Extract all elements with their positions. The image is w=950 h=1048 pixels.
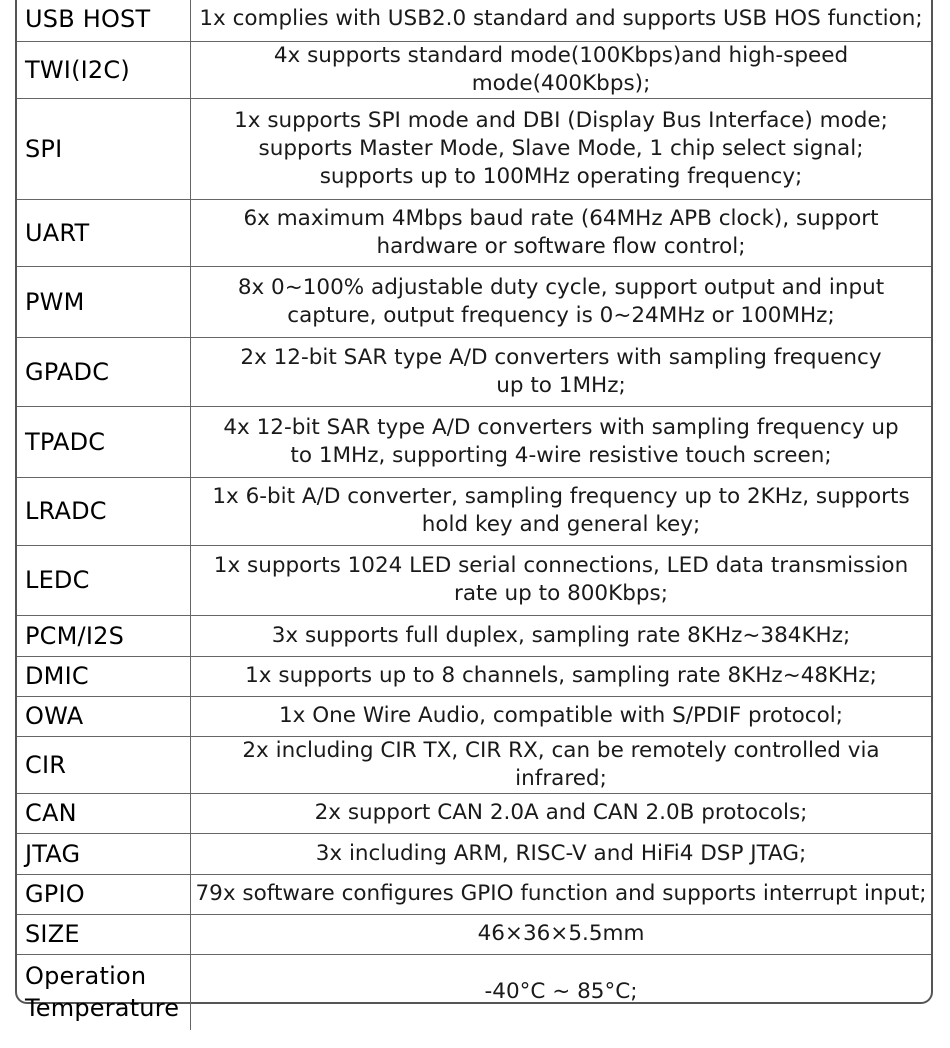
table-row (17, 954, 931, 1030)
spec-desc-jtag: 3x including ARM, RISC-V and HiFi4 DSP JTAG; (191, 833, 932, 874)
spec-name-twi: TWI(I2C) (17, 41, 191, 98)
spec-name-uart: UART (17, 199, 191, 266)
spec-name-pwm: PWM (17, 266, 191, 337)
spec-desc-ledc: 1x supports 1024 LED serial connections, LED data transmission rate up to 800Kbps; (191, 545, 932, 615)
spec-desc-pcm-i2s: 3x supports full duplex, sampling rate 8KHz~384KHz; (191, 615, 932, 656)
table-row (17, 0, 931, 41)
spec-desc-lradc: 1x 6-bit A/D converter, sampling frequency up to 2KHz, supports hold key and general key; (191, 477, 932, 545)
table-row (17, 477, 931, 545)
spec-desc-usb-host: 1x complies with USB2.0 standard and supports USB HOS function; (191, 0, 932, 41)
table-row (17, 656, 931, 696)
spec-name-spi: SPI (17, 98, 191, 199)
spec-name-gpadc: GPADC (17, 337, 191, 406)
spec-name-owa: OWA (17, 696, 191, 736)
spec-desc-spi: 1x supports SPI mode and DBI (Display Bus Interface) mode; supports Master Mode, Slave Mode, 1 chip select signal; supports up to 100MHz operating frequency; (191, 98, 932, 199)
table-row (17, 793, 931, 833)
spec-name-jtag: JTAG (17, 833, 191, 874)
table-row (17, 696, 931, 736)
spec-table (17, 0, 931, 1030)
spec-name-tpadc: TPADC (17, 406, 191, 477)
table-row (17, 615, 931, 656)
spec-name-operation-temperature: Operation Temperature (17, 954, 191, 1030)
spec-desc-operation-temperature: -40°C ~ 85°C; (191, 954, 932, 1030)
spec-desc-pwm: 8x 0~100% adjustable duty cycle, support output and input capture, output frequency is 0~24MHz or 100MHz; (191, 266, 932, 337)
table-row (17, 199, 931, 266)
table-row (17, 41, 931, 98)
spec-name-gpio: GPIO (17, 874, 191, 914)
spec-desc-cir: 2x including CIR TX, CIR RX, can be remotely controlled via infrared; (191, 736, 932, 793)
spec-desc-twi: 4x supports standard mode(100Kbps)and high-speed mode(400Kbps); (191, 41, 932, 98)
table-row (17, 736, 931, 793)
table-row (17, 833, 931, 874)
spec-name-size: SIZE (17, 914, 191, 954)
spec-desc-owa: 1x One Wire Audio, compatible with S/PDIF protocol; (191, 696, 932, 736)
table-row (17, 914, 931, 954)
table-row (17, 545, 931, 615)
spec-desc-tpadc: 4x 12-bit SAR type A/D converters with sampling frequency up to 1MHz, supporting 4-wire resistive touch screen; (191, 406, 932, 477)
spec-desc-uart: 6x maximum 4Mbps baud rate (64MHz APB clock), support hardware or software flow control; (191, 199, 932, 266)
spec-name-usb-host: USB HOST (17, 0, 191, 41)
spec-desc-gpio: 79x software configures GPIO function and supports interrupt input; (191, 874, 932, 914)
table-row (17, 874, 931, 914)
table-row (17, 266, 931, 337)
spec-name-lradc: LRADC (17, 477, 191, 545)
spec-name-pcm-i2s: PCM/I2S (17, 615, 191, 656)
table-row (17, 337, 931, 406)
spec-name-ledc: LEDC (17, 545, 191, 615)
spec-desc-gpadc: 2x 12-bit SAR type A/D converters with sampling frequency up to 1MHz; (191, 337, 932, 406)
spec-table-container (15, 0, 933, 1023)
spec-desc-can: 2x support CAN 2.0A and CAN 2.0B protocols; (191, 793, 932, 833)
spec-name-can: CAN (17, 793, 191, 833)
spec-name-cir: CIR (17, 736, 191, 793)
spec-desc-dmic: 1x supports up to 8 channels, sampling rate 8KHz~48KHz; (191, 656, 932, 696)
table-row (17, 98, 931, 199)
table-row (17, 406, 931, 477)
spec-name-dmic: DMIC (17, 656, 191, 696)
spec-desc-size: 46×36×5.5mm (191, 914, 932, 954)
